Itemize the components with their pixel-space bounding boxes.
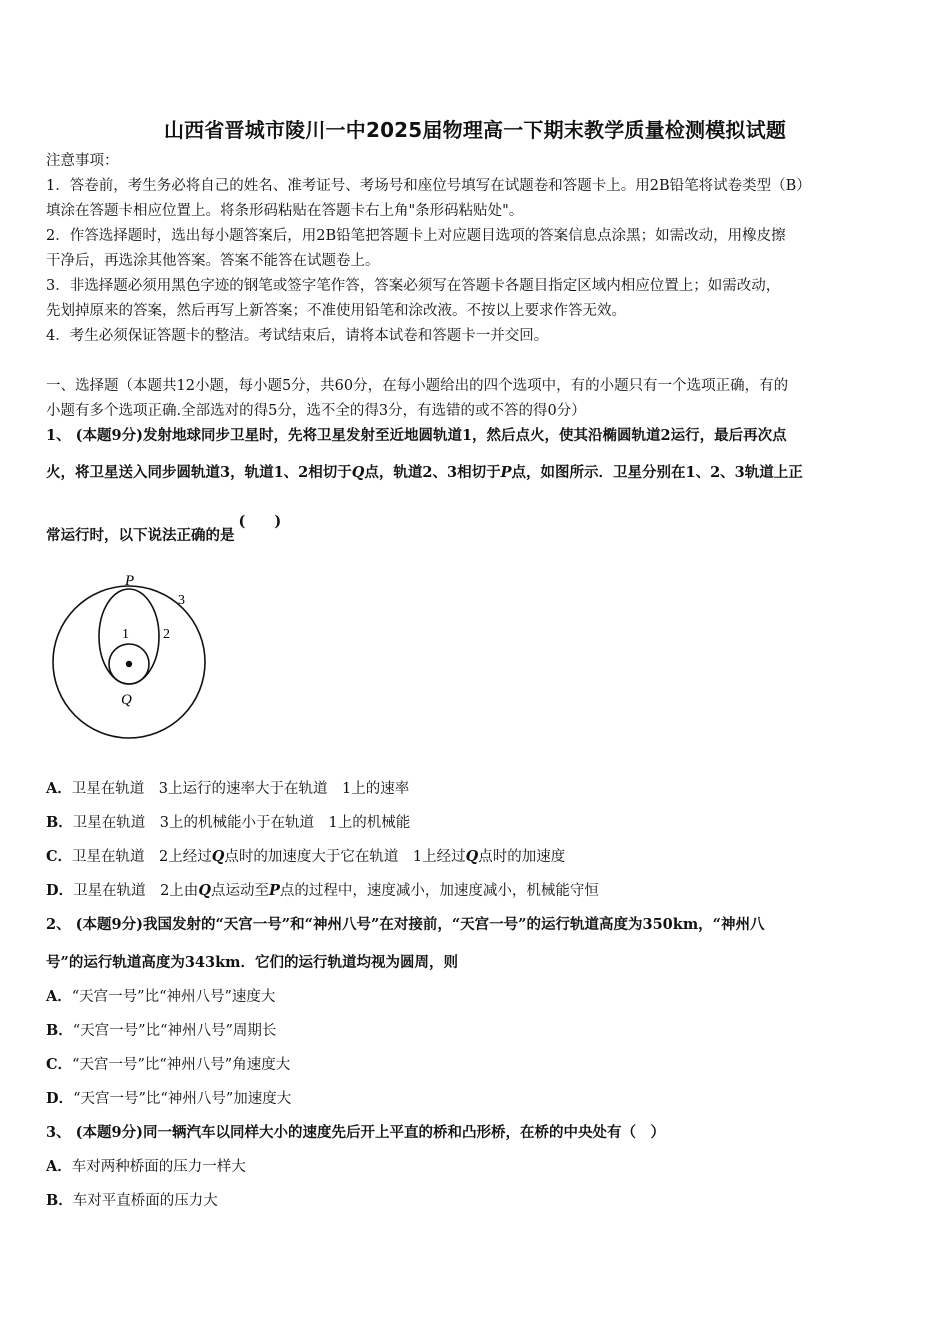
option-a [46, 1156, 910, 1178]
question-text: 点，如图所示．卫星分别在1、2、3轨道上正 [511, 464, 803, 481]
option-label: B． [46, 1022, 73, 1039]
question-2-line-2: 号”的运行轨道高度为343km．它们的运行轨道均视为圆周，则 [46, 954, 458, 971]
question-1-line-3 [46, 513, 910, 547]
option-text: 点时的加速度 [478, 849, 566, 865]
page-title: 山西省晋城市陵川一中2025届物理高一下期末教学质量检测模拟试题 [163, 118, 787, 142]
question-1-line-2 [46, 462, 910, 484]
option-text: 车对平直桥面的压力大 [72, 1193, 218, 1209]
option-a [46, 986, 910, 1008]
question-1-line-1 [46, 425, 910, 447]
label-p: P [125, 573, 135, 589]
section-heading: 一、选择题（本题共12小题，每小题5分，共60分，在每小题给出的四个选项中，有的小题只有一个选项正确，有的 [46, 378, 789, 394]
option-label: A． [46, 988, 72, 1005]
question-number: 2、 [46, 916, 71, 933]
answer-blank: ( ) [238, 513, 282, 530]
point-q-label: Q [465, 848, 479, 865]
question-tag: (本题9分) [75, 916, 143, 933]
option-text: 点时的加速度大于它在轨道 1上经过 [224, 849, 466, 865]
option-label: B． [46, 1192, 73, 1209]
question-text: 点，轨道2、3相切于 [364, 464, 501, 481]
option-label: A． [46, 780, 72, 797]
option-d [46, 880, 910, 902]
label-orbit-3: 3 [178, 593, 185, 608]
orbit-2-ellipse [99, 589, 159, 684]
option-text: 卫星在轨道 3上运行的速率大于在轨道 1上的速率 [71, 781, 410, 797]
section-heading: 小题有多个选项正确.全部选对的得5分，选不全的得3分，有选错的或不答的得0分） [46, 403, 586, 419]
question-number: 1、 [46, 427, 71, 444]
option-a [46, 778, 910, 800]
question-text: 火，将卫星送入同步圆轨道3，轨道1、2相切于 [46, 464, 352, 481]
notice-line: 4．考生必须保证答题卡的整洁。考试结束后，请将本试卷和答题卡一并交回。 [46, 328, 549, 344]
option-label: D． [46, 882, 74, 899]
option-text: 点的过程中，速度减小，加速度减小，机械能守恒 [279, 883, 599, 899]
option-b [46, 1190, 910, 1212]
question-text: 同一辆汽车以同样大小的速度先后开上平直的桥和凸形桥，在桥的中央处有（ ） [142, 1124, 665, 1141]
notice-line: 1．答卷前，考生务必将自己的姓名、准考证号、考场号和座位号填写在试题卷和答题卡上。用2B铅笔将试卷类型（B） [46, 178, 811, 194]
notice-line: 2．作答选择题时，选出每小题答案后，用2B铅笔把答题卡上对应题目选项的答案信息点涂黑；如需改动，用橡皮擦 [46, 228, 786, 244]
question-tag: (本题9分) [75, 427, 143, 444]
option-text: 卫星在轨道 3上的机械能小于在轨道 1上的机械能 [72, 815, 411, 831]
option-label: C． [46, 1056, 73, 1073]
point-q-label: Q [211, 848, 225, 865]
option-label: A． [46, 1158, 72, 1175]
option-d [46, 1088, 910, 1110]
option-text: “天宫一号”比“神州八号”速度大 [71, 989, 276, 1005]
option-b [46, 812, 910, 834]
option-text: “天宫一号”比“神州八号”角速度大 [72, 1057, 291, 1073]
point-q-label: Q [351, 464, 365, 481]
option-text: 卫星在轨道 2上经过 [72, 849, 212, 865]
orbit-diagram [44, 568, 214, 740]
label-orbit-1: 1 [122, 627, 129, 642]
label-orbit-2: 2 [163, 627, 170, 642]
notice-line: 先划掉原来的答案，然后再写上新答案；不准使用铅笔和涂改液。不按以上要求作答无效。 [46, 303, 626, 319]
option-text: “天宫一号”比“神州八号”加速度大 [73, 1091, 292, 1107]
question-text: 我国发射的“天宫一号”和“神州八号”在对接前，“天宫一号”的运行轨道高度为350km，“神州八 [142, 916, 765, 933]
option-text: “天宫一号”比“神州八号”周期长 [72, 1023, 277, 1039]
option-b [46, 1020, 910, 1042]
option-c [46, 846, 910, 868]
option-text: 卫星在轨道 2上由 [73, 883, 199, 899]
option-label: C． [46, 848, 73, 865]
point-p-label: P [500, 464, 512, 481]
question-text: 发射地球同步卫星时，先将卫星发射至近地圆轨道1，然后点火，使其沿椭圆轨道2运行，最后再次点 [142, 427, 787, 444]
notice-heading: 注意事项： [46, 153, 119, 169]
point-q-label: Q [198, 882, 211, 899]
option-text: 点运动至 [210, 883, 269, 899]
earth-dot [126, 661, 132, 667]
question-tag: (本题9分) [75, 1124, 143, 1141]
point-p-label: P [268, 882, 280, 899]
question-text: 常运行时，以下说法正确的是 [46, 527, 235, 544]
label-q: Q [121, 692, 132, 708]
option-label: D． [46, 1090, 74, 1107]
question-2-line-1 [46, 914, 910, 936]
notice-line: 干净后，再选涂其他答案。答案不能答在试题卷上。 [46, 253, 380, 269]
question-number: 3、 [46, 1124, 71, 1141]
question-3-line-1 [46, 1122, 910, 1144]
option-text: 车对两种桥面的压力一样大 [71, 1159, 246, 1175]
option-label: B． [46, 814, 73, 831]
notice-line: 3．非选择题必须用黑色字迹的钢笔或签字笔作答，答案必须写在答题卡各题目指定区域内相应位置上；如需改动， [46, 278, 781, 294]
notice-line: 填涂在答题卡相应位置上。将条形码粘贴在答题卡右上角"条形码粘贴处"。 [46, 203, 524, 219]
option-c [46, 1054, 910, 1076]
